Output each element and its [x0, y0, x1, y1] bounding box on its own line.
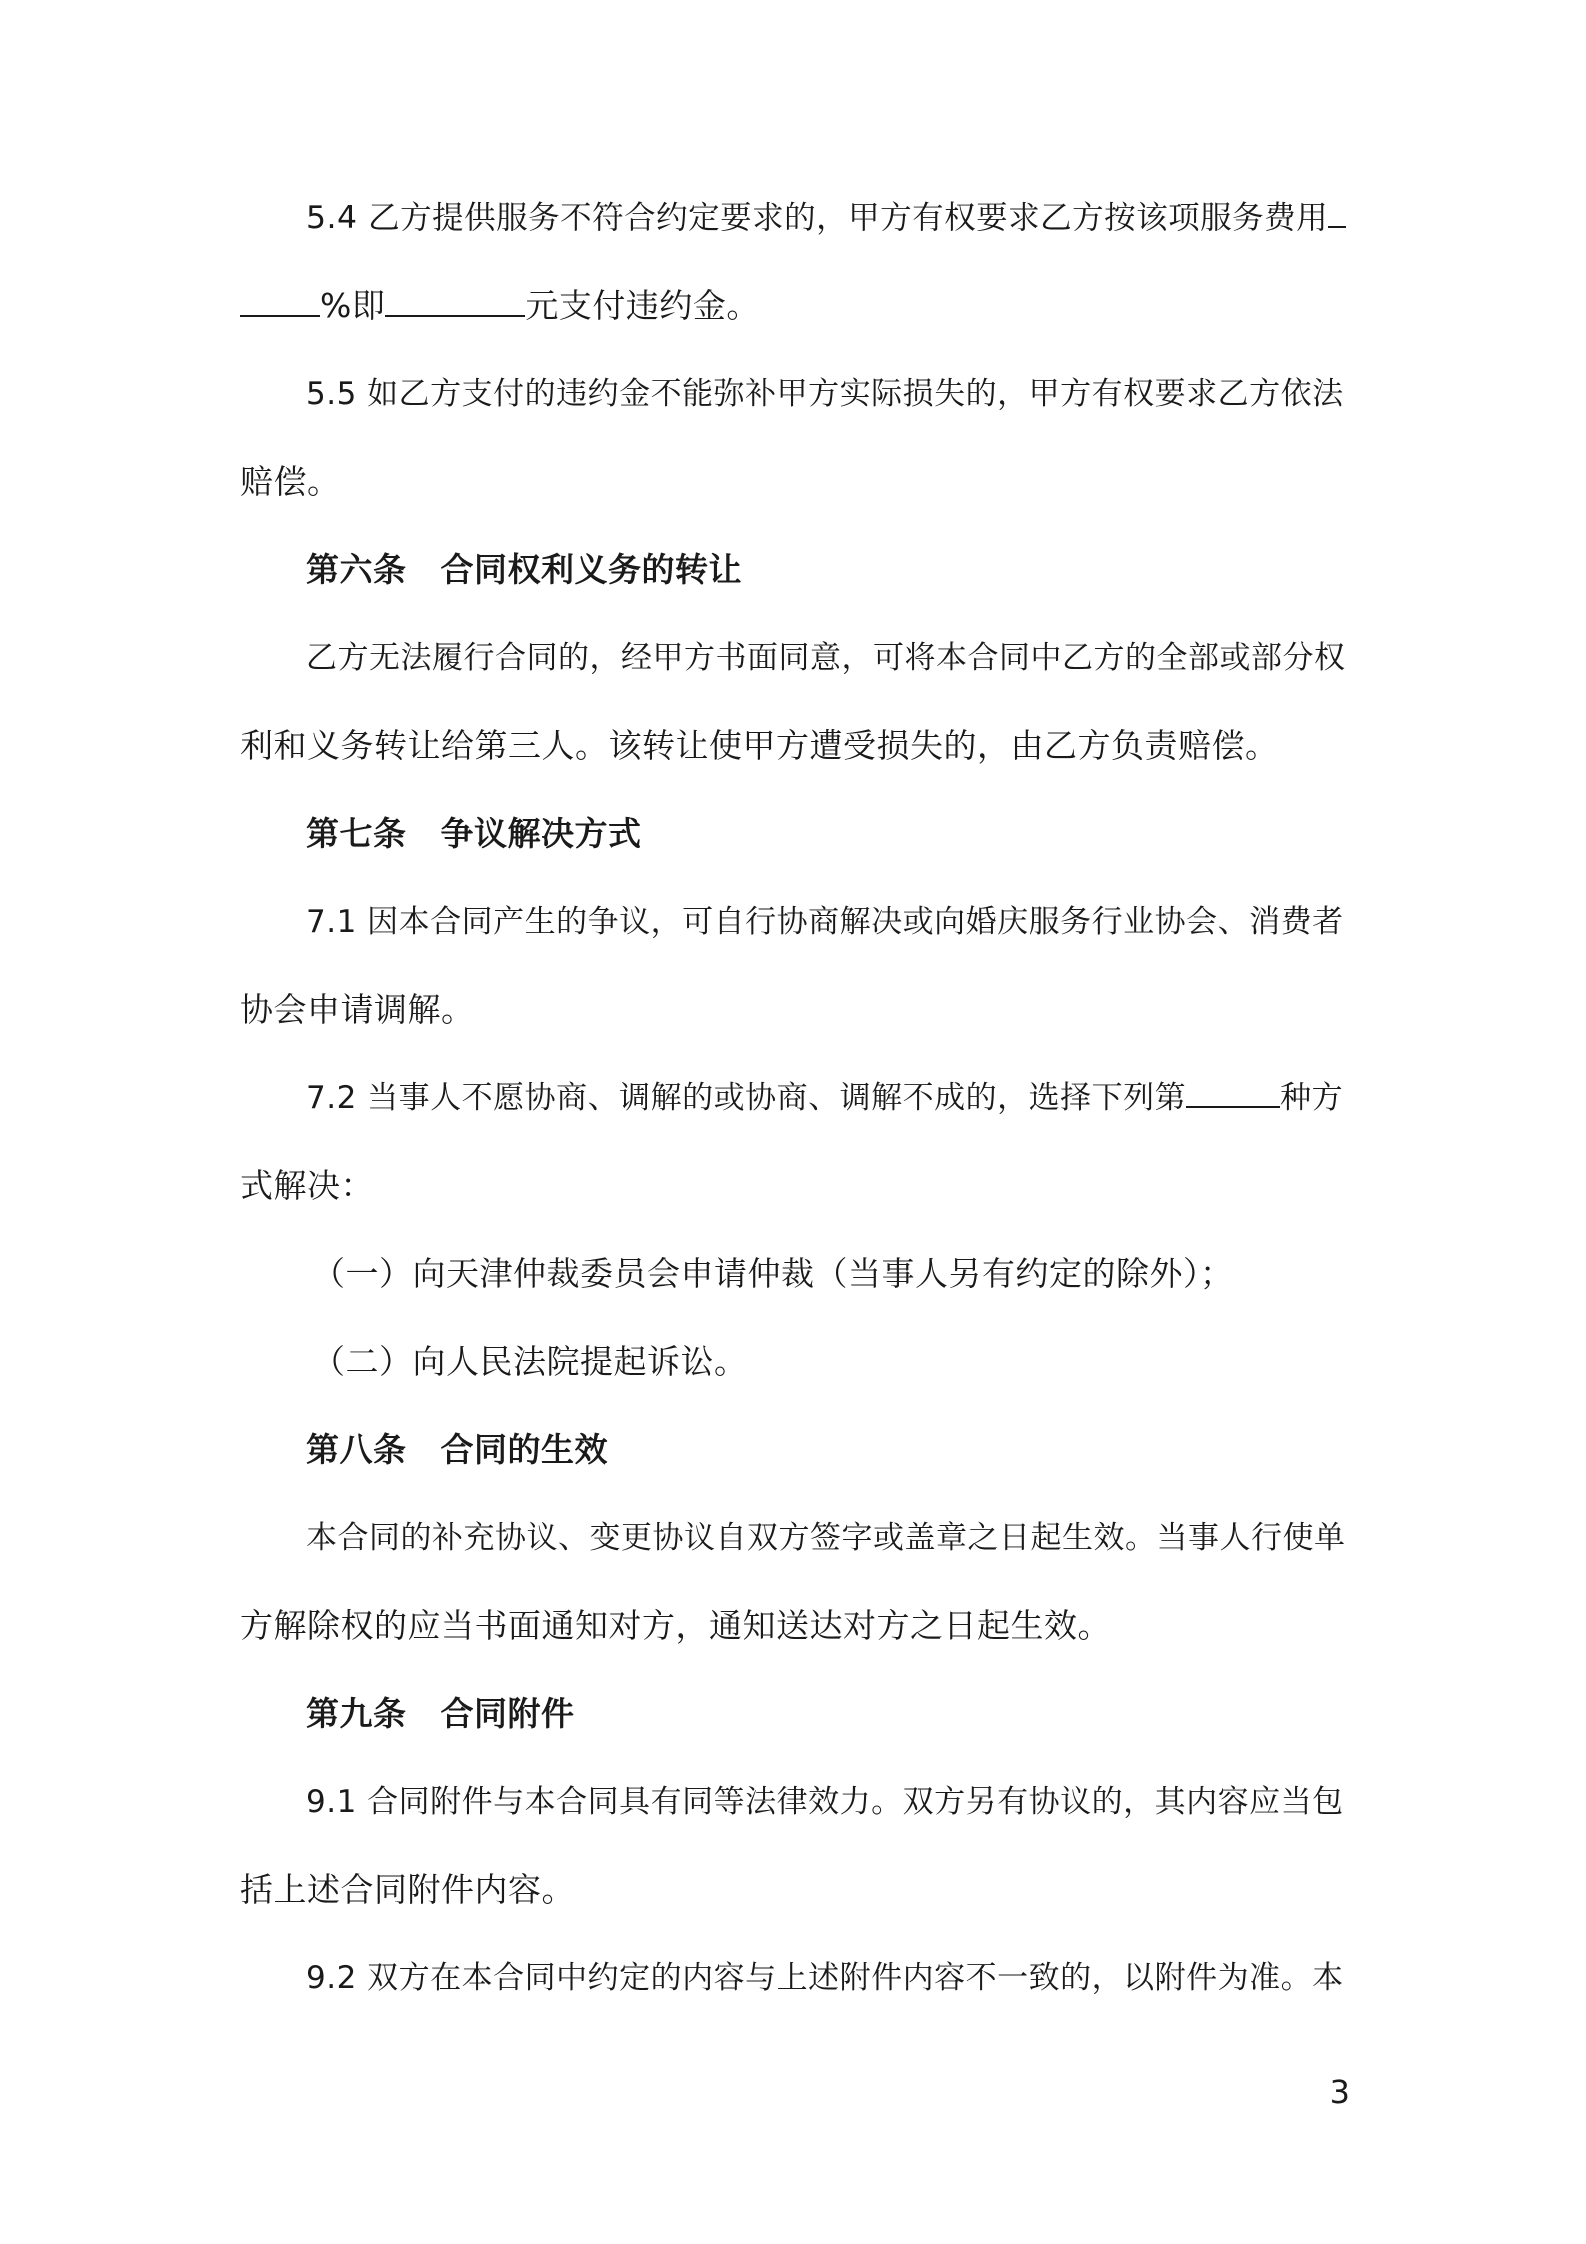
article-6-para-line-2 [240, 724, 1350, 768]
article-8-para-line-1 [306, 1516, 1350, 1560]
article-6-title: 合同权利义务的转让 [440, 550, 742, 589]
article-8-heading [306, 1428, 1350, 1472]
blank-method-choice [1186, 1076, 1280, 1108]
clause-7-1-text-cont: 协会申请调解。 [240, 990, 475, 1029]
option-2-text: （二）向人民法院提起诉讼。 [312, 1342, 748, 1381]
clause-7-2-text: 7.2 当事人不愿协商、调解的或协商、调解不成的，选择下列第 [306, 1080, 1187, 1116]
clause-5-5-line-2 [240, 460, 1350, 504]
clause-9-1-text: 9.1 合同附件与本合同具有同等法律效力。双方另有协议的，其内容应当包 [306, 1784, 1344, 1820]
clause-9-2-line-1 [306, 1956, 1350, 2000]
article-6-para-line-1 [306, 636, 1350, 680]
article-7-title: 争议解决方式 [440, 814, 642, 853]
clause-9-2-text: 9.2 双方在本合同中约定的内容与上述附件内容不一致的，以附件为准。本 [306, 1960, 1344, 1996]
clause-9-1-line-1 [306, 1780, 1350, 1824]
blank-fee-percent-start [1328, 196, 1346, 228]
clause-7-1-line-2 [240, 988, 1350, 1032]
clause-5-4-line-1 [306, 196, 1350, 240]
clause-7-2-line-1 [306, 1076, 1350, 1120]
page-number: 3 [1329, 2073, 1350, 2111]
article-7-heading [306, 812, 1350, 856]
article-6-number: 第六条 [306, 550, 407, 589]
article-8-text-cont: 方解除权的应当书面通知对方，通知送达对方之日起生效。 [240, 1606, 1111, 1645]
clause-5-5-text: 5.5 如乙方支付的违约金不能弥补甲方实际损失的，甲方有权要求乙方依法 [306, 376, 1344, 412]
article-8-title: 合同的生效 [440, 1430, 608, 1469]
article-6-text-cont: 利和义务转让给第三人。该转让使甲方遭受损失的，由乙方负责赔偿。 [240, 726, 1279, 765]
article-9-number: 第九条 [306, 1694, 407, 1733]
blank-amount [385, 285, 525, 317]
clause-7-2-suffix: 种方 [1280, 1080, 1344, 1116]
percent-label: %即 [320, 286, 386, 325]
clause-5-4-text: 5.4 乙方提供服务不符合约定要求的，甲方有权要求乙方按该项服务费用 [306, 200, 1329, 236]
clause-5-4-line-2 [240, 284, 1350, 328]
option-1 [312, 1252, 1350, 1296]
clause-7-2-text-cont: 式解决： [240, 1166, 374, 1205]
article-8-text: 本合同的补充协议、变更协议自双方签字或盖章之日起生效。当事人行使单 [306, 1520, 1346, 1556]
clause-9-1-line-2 [240, 1868, 1350, 1912]
clause-5-5-line-1 [306, 372, 1350, 416]
blank-percent [240, 285, 320, 317]
clause-9-1-text-cont: 括上述合同附件内容。 [240, 1870, 575, 1909]
option-2 [312, 1340, 1350, 1384]
clause-5-5-text-cont: 赔偿。 [240, 462, 341, 501]
clause-7-1-line-1 [306, 900, 1350, 944]
clause-7-1-text: 7.1 因本合同产生的争议，可自行协商解决或向婚庆服务行业协会、消费者 [306, 904, 1344, 940]
article-8-para-line-2 [240, 1604, 1350, 1648]
article-9-title: 合同附件 [440, 1694, 575, 1733]
article-6-heading [306, 548, 1350, 592]
clause-7-2-line-2 [240, 1164, 1350, 1208]
article-7-number: 第七条 [306, 814, 407, 853]
article-6-text: 乙方无法履行合同的，经甲方书面同意，可将本合同中乙方的全部或部分权 [306, 640, 1346, 676]
article-9-heading [306, 1692, 1350, 1736]
amount-suffix: 元支付违约金。 [525, 286, 760, 325]
article-8-number: 第八条 [306, 1430, 407, 1469]
option-1-text: （一）向天津仲裁委员会申请仲裁（当事人另有约定的除外）； [312, 1254, 1234, 1293]
